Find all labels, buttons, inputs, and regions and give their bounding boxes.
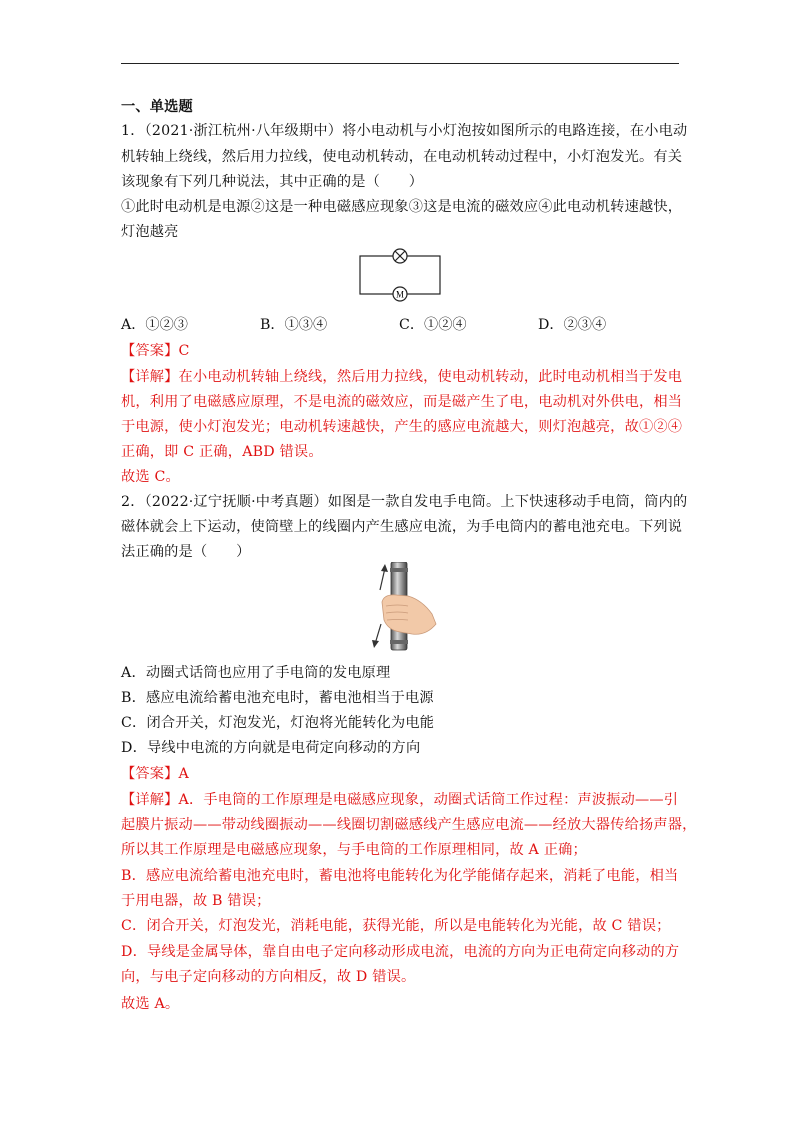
q2-analysis-line-5: 于用电器，故 B 错误； <box>121 893 271 909</box>
motor-label: M <box>395 289 405 300</box>
q2-option-c: C．闭合开关，灯泡发光，灯泡将光能转化为电能 <box>121 715 435 731</box>
q2-line-2: 磁体就会上下运动，使筒壁上的线圈内产生感应电流，为手电筒内的蓄电池充电。下列说 <box>121 519 683 535</box>
q2-option-a: A．动圈式话筒也应用了手电筒的发电原理 <box>121 665 391 681</box>
lamp-symbol <box>393 249 407 263</box>
q1-option-d: D．②③④ <box>538 317 607 333</box>
q2-analysis-line-2: 起膜片振动——带动线圈振动——线圈切割磁感线产生感应电流——经放大器传给扬声器， <box>121 817 697 833</box>
q2-line-3: 法正确的是（ ） <box>121 544 251 560</box>
q1-option-a: A．①②③ <box>121 317 188 333</box>
q1-analysis-line-1: 【详解】在小电动机转轴上绕线，然后用力拉线，使电动机转动，此时电动机相当于发电 <box>121 369 683 385</box>
flashlight-image <box>362 562 438 652</box>
q2-conclusion: 故选 A。 <box>121 996 180 1012</box>
q1-analysis-line-2: 机，利用了电磁感应原理，不是电流的磁效应，而是磁产生了电，电动机对外供电，相当 <box>121 394 683 410</box>
header-rule <box>121 63 679 64</box>
q2-analysis-line-7: D．导线是金属导体，靠自由电子定向移动形成电流，电流的方向为正电荷定向移动的方 <box>121 944 680 960</box>
circuit-diagram <box>355 246 445 302</box>
q2-answer: 【答案】A <box>121 766 189 782</box>
q1-analysis-line-3: 于电源，使小灯泡发光；电动机转速越快，产生的感应电流越大，则灯泡越亮，故①②④ <box>121 419 683 435</box>
q1-conclusion: 故选 C。 <box>121 469 180 485</box>
q1-line-2: 机转轴上绕线，然后用力拉线，使电动机转动，在电动机转动过程中，小灯泡发光。有关 <box>121 149 683 165</box>
motor-symbol <box>393 287 407 301</box>
q2-analysis-line-4: B．感应电流给蓄电池充电时，蓄电池将电能转化为化学能储存起来，消耗了电能，相当 <box>121 868 679 884</box>
section-title: 一、单选题 <box>121 99 193 115</box>
q1-line-5: 灯泡越亮 <box>121 224 179 240</box>
q2-analysis-line-8: 向，与电子定向移动的方向相反，故 D 错误。 <box>121 969 416 985</box>
q1-line-3: 该现象有下列几种说法，其中正确的是（ ） <box>121 174 424 190</box>
q2-option-b: B．感应电流给蓄电池充电时，蓄电池相当于电源 <box>121 690 434 706</box>
q1-line-1: 1．（2021·浙江杭州·八年级期中）将小电动机与小灯泡按如图所示的电路连接，在小电动 <box>121 123 688 139</box>
q2-option-d: D．导线中电流的方向就是电荷定向移动的方向 <box>121 740 421 756</box>
q2-analysis-line-3: 所以其工作原理是电磁感应现象，与手电筒的工作原理相同，故 A 正确； <box>121 842 587 858</box>
q2-analysis-line-1: 【详解】A．手电筒的工作原理是电磁感应现象，动圈式话筒工作过程：声波振动——引 <box>121 792 679 808</box>
q2-analysis-line-6: C．闭合开关，灯泡发光，消耗电能，获得光能，所以是电能转化为光能，故 C 错误； <box>121 918 671 934</box>
q1-option-b: B．①③④ <box>260 317 328 333</box>
q1-line-4: ①此时电动机是电源②这是一种电磁感应现象③这是电流的磁效应④此电动机转速越快， <box>121 199 683 215</box>
q1-analysis-line-4: 正确，即 C 正确，ABD 错误。 <box>121 444 323 460</box>
q2-line-1: 2．（2022·辽宁抚顺·中考真题）如图是一款自发电手电筒。上下快速移动手电筒，筒内的 <box>121 494 688 510</box>
q1-option-c: C．①②④ <box>399 317 467 333</box>
q1-answer: 【答案】C <box>121 343 190 359</box>
